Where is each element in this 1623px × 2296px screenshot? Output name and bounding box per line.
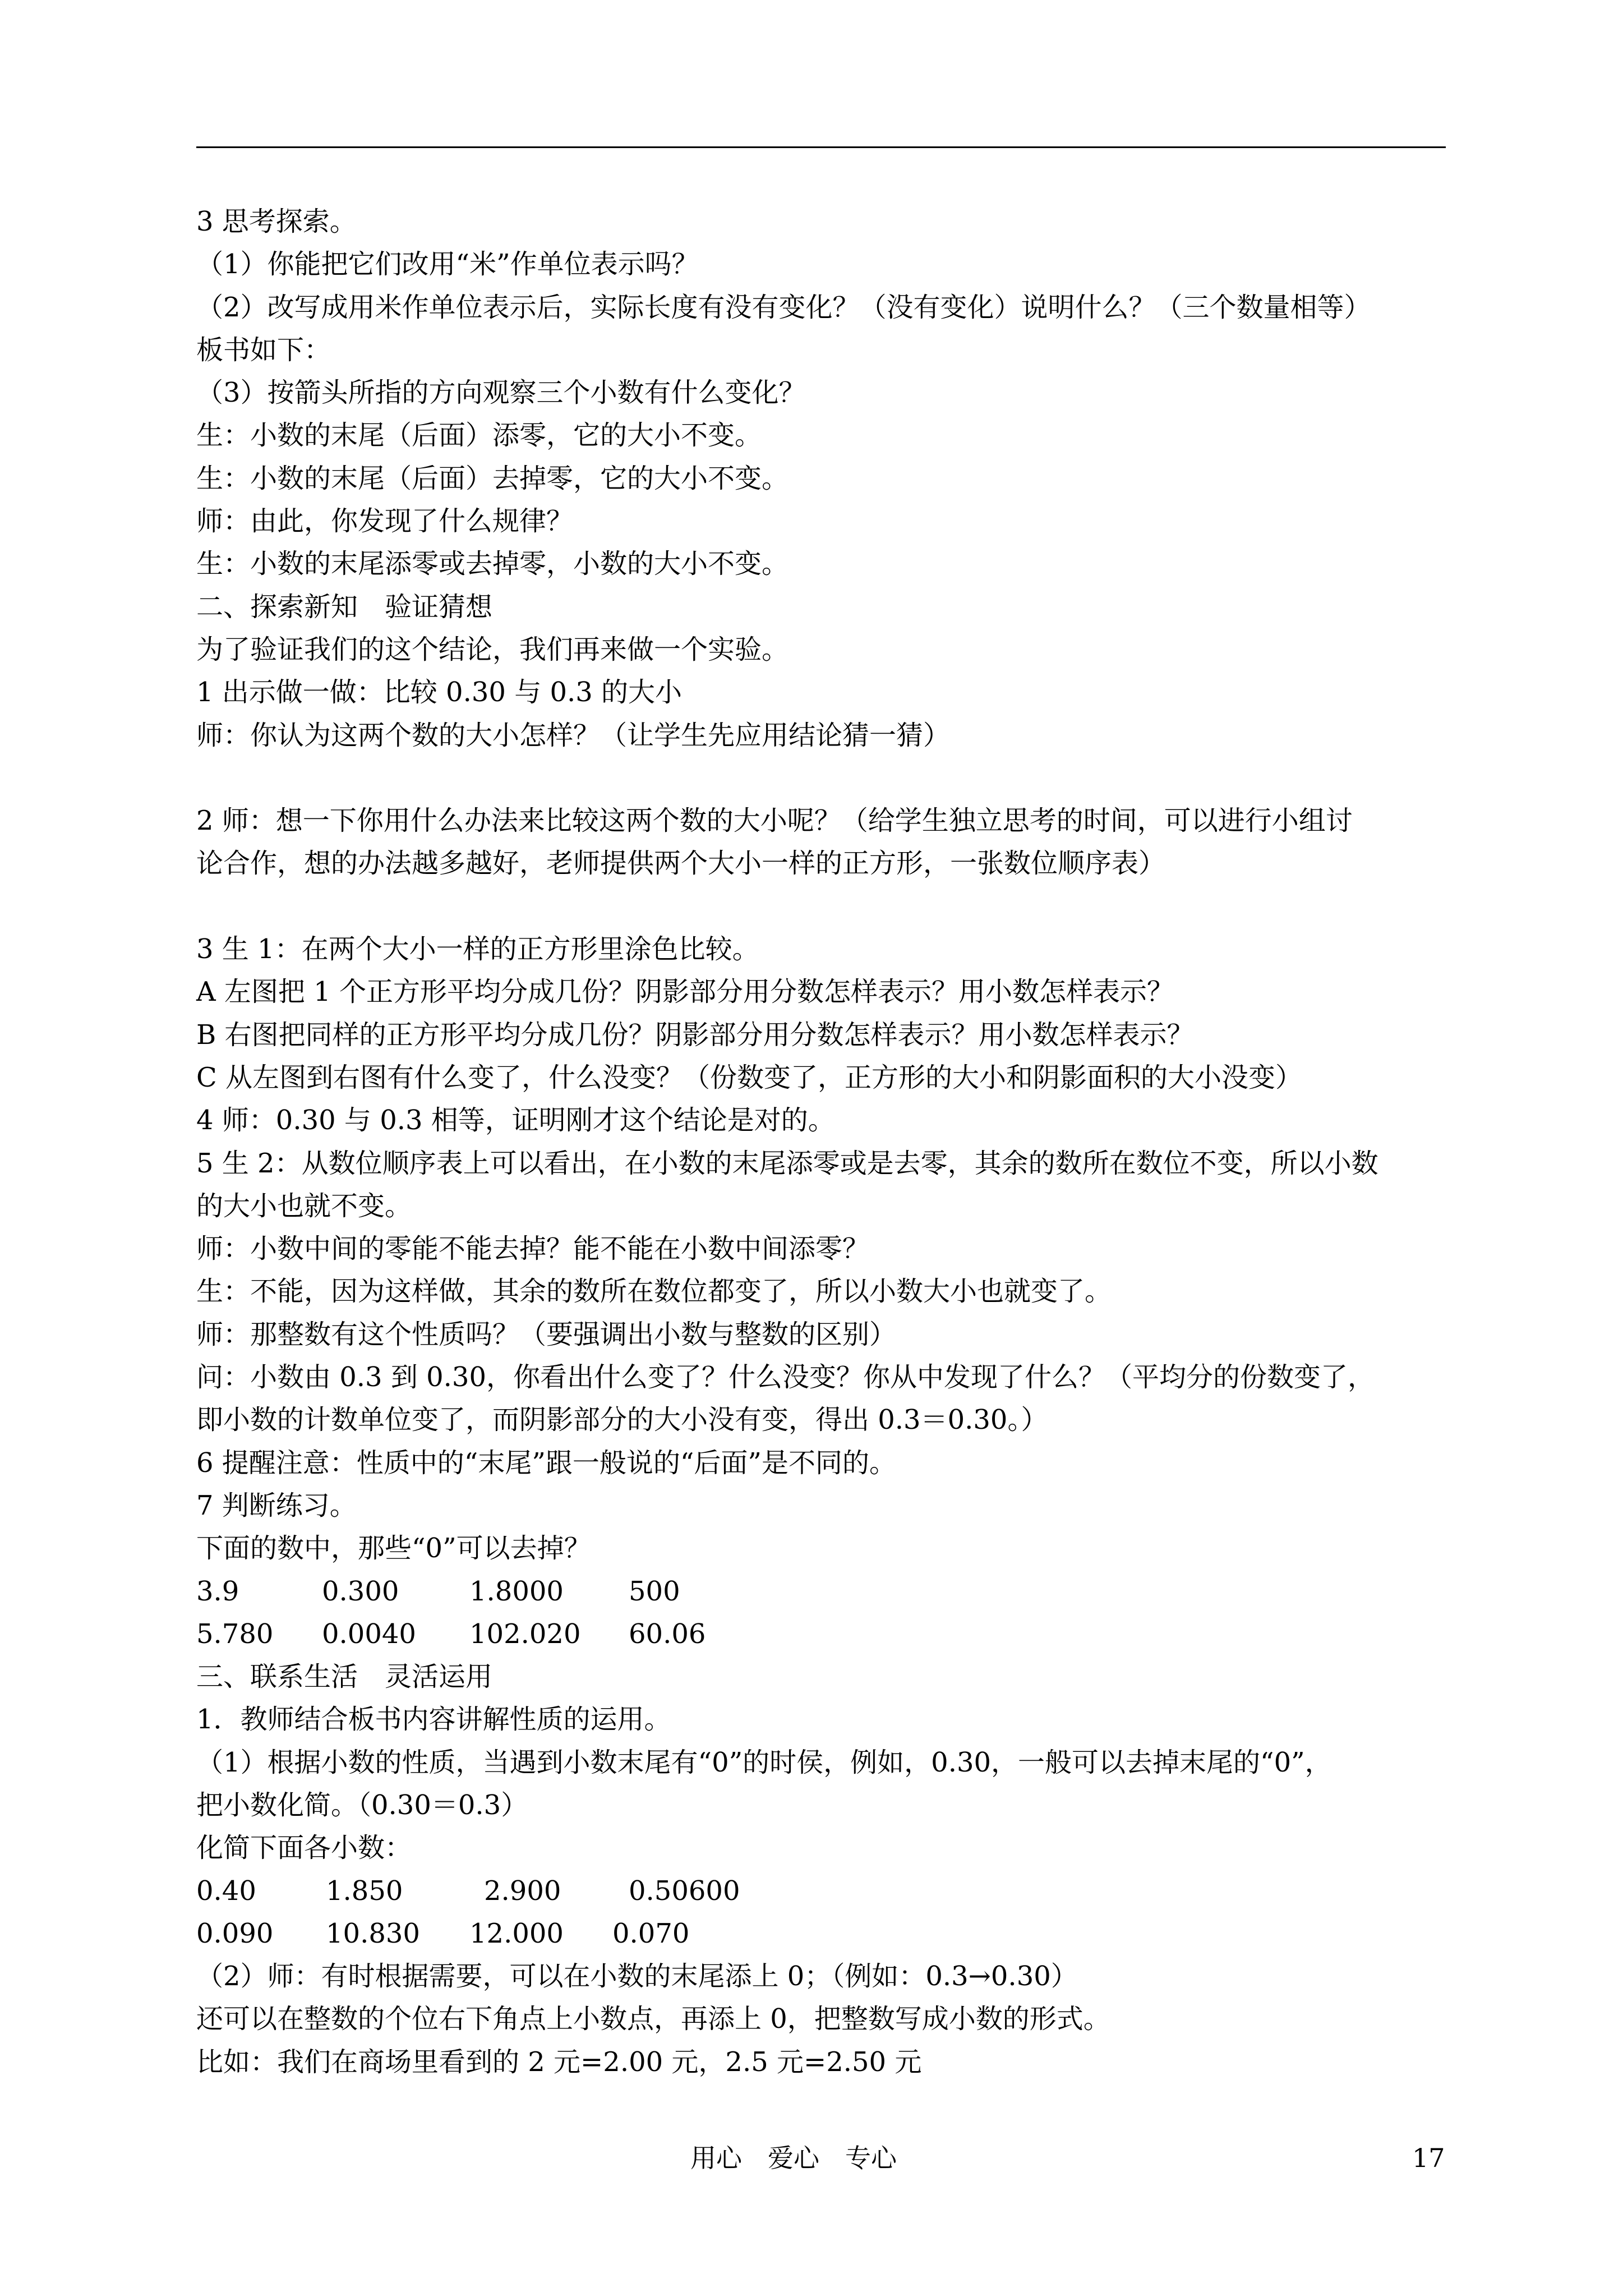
text-line: 还可以在整数的个位右下角点上小数点，再添上 0，把整数写成小数的形式。 bbox=[196, 2003, 1110, 2035]
number-cell: 12.000 bbox=[469, 1917, 564, 1949]
text-line: B 右图把同样的正方形平均分成几份？阴影部分用分数怎样表示？用小数怎样表示？ bbox=[196, 1019, 1194, 1051]
number-cell: 0.50600 bbox=[629, 1875, 740, 1907]
number-cell: 5.780 bbox=[196, 1618, 274, 1650]
text-line: 1．教师结合板书内容讲解性质的运用。 bbox=[196, 1704, 671, 1736]
number-row bbox=[196, 1870, 1446, 1912]
number-cell: 10.830 bbox=[326, 1917, 420, 1949]
section-heading: 二、探索新知 验证猜想 bbox=[196, 591, 493, 623]
number-cell: 2.900 bbox=[484, 1875, 561, 1907]
number-cell: 500 bbox=[629, 1575, 680, 1607]
number-cell: 1.8000 bbox=[469, 1575, 564, 1607]
text-line: 师：那整数有这个性质吗？（要强调出小数与整数的区别） bbox=[196, 1318, 897, 1350]
header-rule bbox=[196, 146, 1446, 148]
number-cell: 102.020 bbox=[469, 1618, 581, 1650]
text-line: 的大小也就不变。 bbox=[196, 1190, 412, 1222]
text-line: （3）按箭头所指的方向观察三个小数有什么变化？ bbox=[196, 377, 806, 409]
text-line: 即小数的计数单位变了，而阴影部分的大小没有变，得出 0.3＝0.30。） bbox=[196, 1404, 1048, 1436]
page-number: 17 bbox=[1412, 2143, 1445, 2173]
text-line: 把小数化简。（0.30＝0.3） bbox=[196, 1789, 528, 1821]
number-cell: 0.40 bbox=[196, 1875, 256, 1907]
text-line: 1 出示做一做：比较 0.30 与 0.3 的大小 bbox=[196, 677, 683, 708]
number-row bbox=[196, 1912, 1446, 1955]
text-line: （1）你能把它们改用“米”作单位表示吗？ bbox=[196, 249, 699, 280]
text-line: 生：小数的末尾（后面）添零，它的大小不变。 bbox=[196, 420, 762, 452]
number-cell: 1.850 bbox=[326, 1875, 403, 1907]
text-line: （1）根据小数的性质，当遇到小数末尾有“0”的时侯，例如，0.30，一般可以去掉末尾的“0”， bbox=[196, 1746, 1332, 1778]
text-line: 化简下面各小数： bbox=[196, 1832, 412, 1864]
text-line: 3 生 1：在两个大小一样的正方形里涂色比较。 bbox=[196, 933, 759, 965]
text-line: 为了验证我们的这个结论，我们再来做一个实验。 bbox=[196, 633, 789, 665]
number-cell: 0.300 bbox=[322, 1575, 399, 1607]
text-line: 2 师：想一下你用什么办法来比较这两个数的大小呢？（给学生独立思考的时间，可以进行小组讨 bbox=[196, 805, 1353, 837]
text-block bbox=[196, 799, 1446, 885]
text-line: 下面的数中，那些“0”可以去掉？ bbox=[196, 1533, 591, 1565]
text-line: 6 提醒注意：性质中的“末尾”跟一般说的“后面”是不同的。 bbox=[196, 1447, 896, 1479]
text-line: 问：小数由 0.3 到 0.30，你看出什么变了？什么没变？你从中发现了什么？（平均分的份数变了， bbox=[196, 1361, 1375, 1393]
text-line: 生：不能，因为这样做，其余的数所在数位都变了，所以小数大小也就变了。 bbox=[196, 1276, 1112, 1308]
text-block bbox=[196, 928, 1446, 2083]
text-line: 3 思考探索。 bbox=[196, 206, 357, 237]
text-line: 生：小数的末尾（后面）去掉零，它的大小不变。 bbox=[196, 462, 789, 494]
text-line: 4 师：0.30 与 0.3 相等，证明刚才这个结论是对的。 bbox=[196, 1105, 835, 1137]
number-cell: 0.0040 bbox=[322, 1618, 416, 1650]
text-line: 比如：我们在商场里看到的 2 元=2.00 元，2.5 元=2.50 元 bbox=[196, 2046, 922, 2078]
text-line: （2）改写成用米作单位表示后，实际长度有没有变化？（没有变化）说明什么？（三个数量相等） bbox=[196, 291, 1371, 323]
footer-motto: 用心 爱心 专心 bbox=[690, 2143, 897, 2173]
text-line: 师：小数中间的零能不能去掉？能不能在小数中间添零？ bbox=[196, 1233, 870, 1265]
text-line: 师：你认为这两个数的大小怎样？（让学生先应用结论猜一猜） bbox=[196, 719, 951, 751]
number-row bbox=[196, 1613, 1446, 1655]
text-block bbox=[196, 200, 1446, 757]
number-cell: 0.070 bbox=[612, 1917, 690, 1949]
section-heading: 三、联系生活 灵活运用 bbox=[196, 1661, 493, 1693]
text-line: 7 判断练习。 bbox=[196, 1489, 357, 1521]
number-cell: 3.9 bbox=[196, 1575, 239, 1607]
number-cell: 0.090 bbox=[196, 1917, 274, 1949]
number-row bbox=[196, 1570, 1446, 1613]
text-line: （2）师：有时根据需要，可以在小数的末尾添上 0；（例如：0.3→0.30） bbox=[196, 1961, 1078, 1993]
text-line: 论合作，想的办法越多越好，老师提供两个大小一样的正方形，一张数位顺序表） bbox=[196, 848, 1166, 880]
page-body bbox=[196, 200, 1446, 2083]
text-line: 5 生 2：从数位顺序表上可以看出，在小数的末尾添零或是去零，其余的数所在数位不变，所以小数 bbox=[196, 1147, 1378, 1179]
text-line: 师：由此，你发现了什么规律？ bbox=[196, 505, 574, 537]
text-line: C 从左图到右图有什么变了，什么没变？（份数变了，正方形的大小和阴影面积的大小没变） bbox=[196, 1061, 1302, 1093]
text-line: 生：小数的末尾添零或去掉零，小数的大小不变。 bbox=[196, 548, 789, 580]
text-line: 板书如下： bbox=[196, 334, 331, 366]
text-line: A 左图把 1 个正方形平均分成几份？阴影部分用分数怎样表示？用小数怎样表示？ bbox=[196, 976, 1174, 1008]
number-cell: 60.06 bbox=[629, 1618, 706, 1650]
